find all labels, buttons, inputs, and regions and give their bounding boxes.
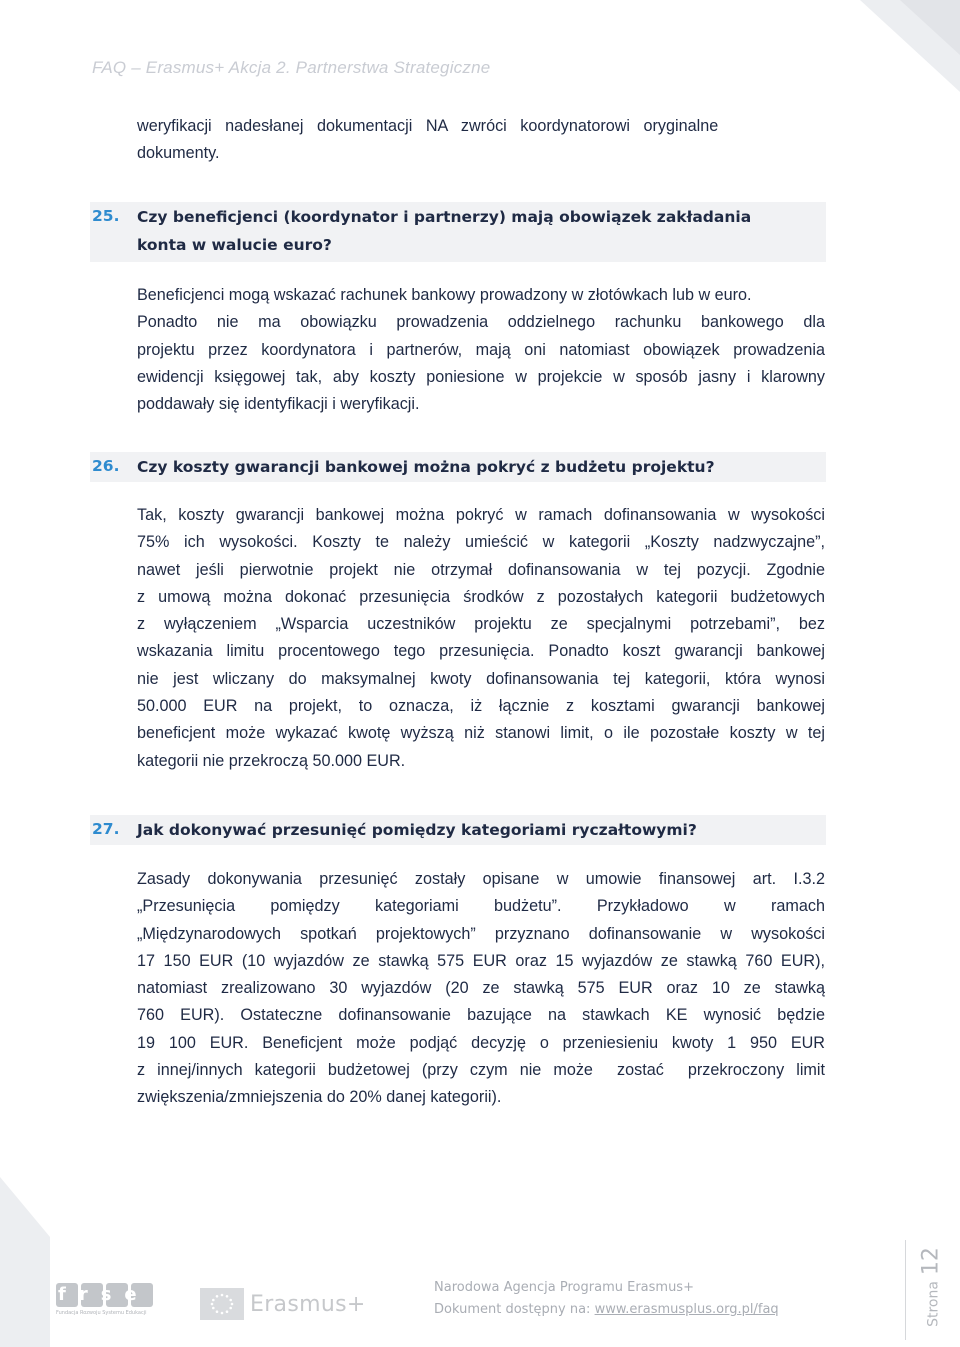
- answer-line: „Przesunięcia pomiędzy kategoriami budżetu”. Przykładowo w ramach: [137, 897, 825, 916]
- question-text: konta w walucie euro?: [137, 236, 332, 254]
- question-number: 26.: [92, 457, 120, 475]
- answer-line: Ponadto nie ma obowiązku prowadzenia oddzielnego rachunku bankowego dla: [137, 313, 825, 332]
- question-27: [90, 815, 826, 845]
- answer-line: nawet jeśli pierwotnie projekt nie otrzymał dofinansowania w tej pozycji. Zgodnie: [137, 560, 825, 579]
- frse-logo-subtitle: Fundacja Rozwoju Systemu Edukacji: [56, 1310, 147, 1316]
- answer-line: Beneficjenci mogą wskazać rachunek bankowy prowadzony w złotówkach lub w euro.: [137, 286, 752, 304]
- answer-line: 75% ich wysokości. Koszty te należy umieścić w kategorii „Koszty nadzwyczajne”,: [137, 533, 825, 552]
- page-number-value: 12: [918, 1247, 944, 1276]
- answer-line: 17 150 EUR (10 wyjazdów ze stawką 575 EUR oraz 15 wyjazdów ze stawką 760 EUR),: [137, 951, 825, 970]
- question-25: [90, 202, 826, 262]
- question-number: 25.: [92, 207, 120, 225]
- answer-26: [137, 502, 825, 775]
- answer-line: 50.000 EUR na projekt, to oznacza, iż łącznie z kosztami gwarancji bankowej: [137, 697, 825, 716]
- answer-line: 760 EUR). Ostateczne dofinansowanie bazujące na stawkach KE wynosić będzie: [137, 1006, 825, 1025]
- corner-decoration: [820, 0, 960, 92]
- answer-line: z innej/innych kategorii budżetowej (przy czym nie może zostać przekroczony limit: [137, 1061, 825, 1080]
- faq-link[interactable]: www.erasmusplus.org.pl/faq: [594, 1302, 779, 1317]
- intro-line: dokumenty.: [137, 144, 220, 163]
- question-26: [90, 452, 826, 482]
- answer-line: z umową można dokonać przesunięcia środków z pozostałych kategorii budżetowych: [137, 587, 825, 606]
- document-source: [434, 1299, 779, 1321]
- frse-logo: [56, 1283, 156, 1333]
- corner-decoration: [0, 1177, 50, 1347]
- page-number: [906, 1232, 956, 1342]
- erasmus-logo: [200, 1284, 366, 1324]
- agency-name: Narodowa Agencja Programu Erasmus+: [434, 1280, 694, 1295]
- answer-line: wskazania limitu procentowego tego przesunięcia. Ponadto koszt gwarancji bankowej: [137, 642, 825, 661]
- question-text: Czy beneficjenci (koordynator i partnerzy) mają obowiązek zakładania: [137, 208, 752, 226]
- erasmus-logo-text: Erasmus+: [250, 1291, 366, 1317]
- answer-line: ewidencji księgowej tak, aby koszty poniesione w projekcie w sposób jasny i klarowny: [137, 367, 825, 386]
- answer-line: natomiast zrealizowano 30 wyjazdów (20 ze stawką 575 EUR oraz 10 ze stawką: [137, 979, 825, 998]
- page-header-title: FAQ – Erasmus+ Akcja 2. Partnerstwa Strategiczne: [92, 58, 491, 77]
- answer-line: nie jest wliczany do maksymalnej kwoty dofinansowania tej kategorii, która wynosi: [137, 669, 825, 688]
- intro-line: weryfikacji nadesłanej dokumentacji NA zwróci koordynatorowi oryginalne: [137, 117, 719, 135]
- intro-paragraph: [137, 113, 825, 168]
- page-label: Strona: [925, 1281, 942, 1327]
- answer-line: z wyłączeniem „Wsparcia uczestników projektu ze specjalnymi potrzebami”, bez: [137, 615, 825, 634]
- answer-line: „Międzynarodowych spotkań projektowych” przyznano dofinansowanie w wysokości: [137, 924, 825, 943]
- eu-flag-icon: [200, 1288, 244, 1320]
- question-text: Jak dokonywać przesunięć pomiędzy kategoriami ryczałtowymi?: [137, 821, 697, 839]
- answer-line: Zasady dokonywania przesunięć zostały opisane w umowie finansowej art. I.3.2: [137, 870, 825, 888]
- answer-27: [137, 866, 825, 1112]
- answer-line: zwiększenia/zmniejszenia do 20% danej kategorii).: [137, 1088, 502, 1107]
- footer-info: [434, 1277, 779, 1321]
- answer-line: kategorii nie przekroczą 50.000 EUR.: [137, 751, 406, 770]
- answer-line: 19 100 EUR. Beneficjent może podjąć decyzję o przeniesieniu kwoty 1 950 EUR: [137, 1033, 825, 1052]
- answer-line: beneficjent może wykazać kwotę wyższą niż stanowi limit, o ile pozostałe koszty w tej: [137, 724, 825, 743]
- question-text: Czy koszty gwarancji bankowej można pokryć z budżetu projektu?: [137, 458, 715, 476]
- answer-line: projektu przez koordynatora i partnerów, mają oni natomiast obowiązek prowadzenia: [137, 340, 825, 359]
- answer-line: Tak, koszty gwarancji bankowej można pokryć w ramach dofinansowania w wysokości: [137, 506, 825, 524]
- document-source-label: Dokument dostępny na:: [434, 1302, 595, 1317]
- answer-line: poddawały się identyfikacji i weryfikacji.: [137, 395, 420, 414]
- answer-25: [137, 282, 825, 418]
- question-number: 27.: [92, 820, 120, 838]
- frse-logo-text: frse: [58, 1284, 150, 1305]
